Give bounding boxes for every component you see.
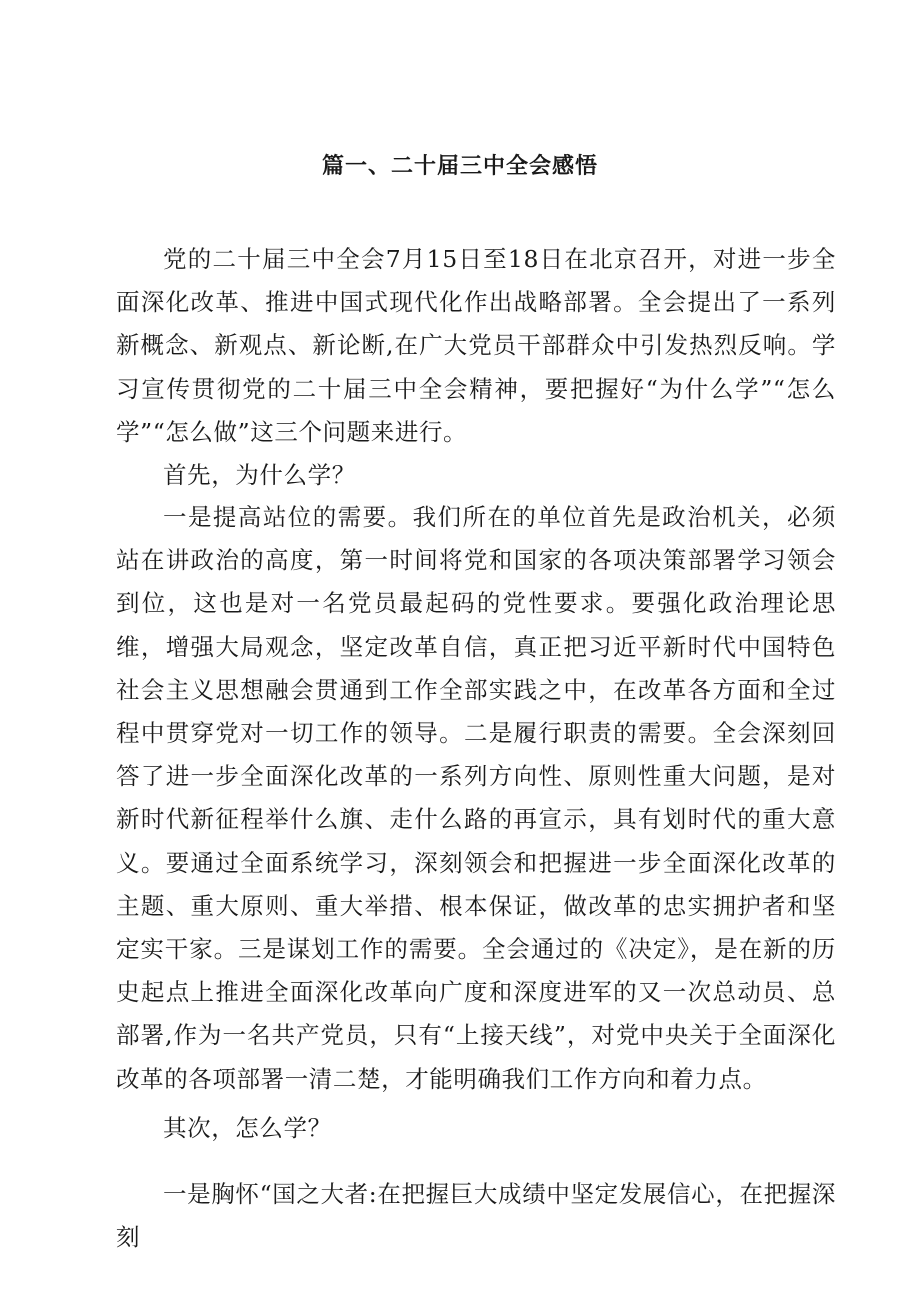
- paragraph-why-learn-body: [116, 496, 836, 1101]
- paragraph-intro: [116, 238, 836, 454]
- paragraph-text: 首先，为什么学？: [163, 461, 356, 489]
- paragraph-text: 党的二十届三中全会7月15日至18日在北京召开，对进一步全面深化改革、推进中国式现代化作出战略部署。全会提出了一系列新概念、新观点、新论断,在广大党员干部群众中引发热烈反响。学习宣传贯彻党的二十届三中全会精神，要把握好“为什么学”“怎么学”“怎么做”这三个问题来进行。: [116, 245, 836, 446]
- paragraph-text: 其次，怎么学？: [163, 1114, 332, 1142]
- paragraph-text: 一是提高站位的需要。我们所在的单位首先是政治机关，必须站在讲政治的高度，第一时间将党和国家的各项决策部署学习领会到位，这也是对一名党员最起码的党性要求。要强化政治理论思维，增强大局观念，坚定改革自信，真正把习近平新时代中国特色社会主义思想融会贯通到工作全部实践之中，在改革各方面和全过程中贯穿党对一切工作的领导。二是履行职责的需要。全会深刻回答了进一步全面深化改革的一系列方向性、原则性重大问题，是对新时代新征程举什么旗、走什么路的再宣示，具有划时代的重大意义。要通过全面系统学习，深刻领会和把握进一步全面深化改革的主题、重大原则、重大举措、根本保证，做改革的忠实拥护者和坚定实干家。三是谋划工作的需要。全会通过的《决定》，是在新的历史起点上推进全面深化改革向广度和深度进军的又一次总动员、总部署,作为一名共产党员，只有“上接天线”，对党中央关于全面深化改革的各项部署一清二楚，才能明确我们工作方向和着力点。: [116, 503, 836, 1093]
- paragraph-how-learn-body: [116, 1173, 836, 1259]
- section-heading-how-learn: [116, 1107, 836, 1150]
- document-title: 篇一、二十届三中全会感悟: [321, 154, 598, 179]
- paragraph-text: 一是胸怀“国之大者:在把握巨大成绩中坚定发展信心，在把握深刻: [116, 1180, 836, 1252]
- section-heading-why-learn: [116, 454, 836, 497]
